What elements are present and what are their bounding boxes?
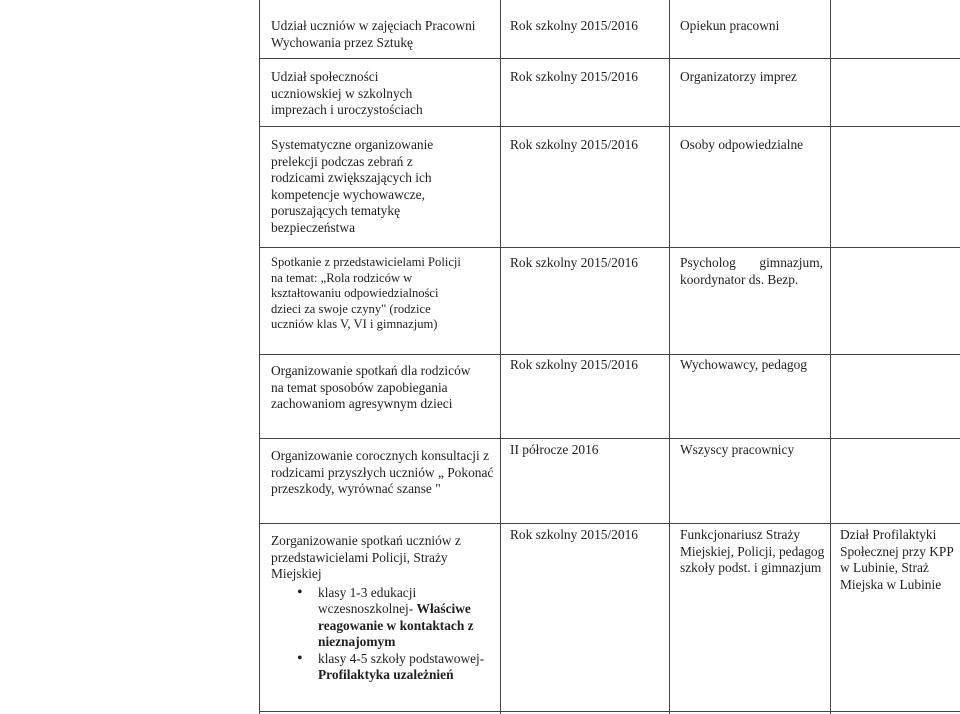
list-item: • klasy 4-5 szkoły podstawowej- Profilaktyka uzależnień [271, 651, 496, 684]
responsible-cell: Funkcjonariusz Straży Miejskiej, Policji, pedagog szkoły podst. i gimnazjum [680, 527, 825, 575]
responsible-cell: Osoby odpowiedzialne [680, 137, 804, 152]
column-divider [500, 0, 501, 714]
list-item: • klasy 1-3 edukacji wczesnoszkolnej- Właściwe reagowanie w kontaktach z nieznajomym [271, 585, 496, 651]
column-divider [669, 0, 670, 714]
task-intro: Zorganizowanie spotkań uczniów z przedstawicielami Policji, Straży Miejskiej [271, 533, 461, 581]
partner-cell: Dział Profilaktyki Społecznej przy KPP w Lubinie, Straż Miejska w Lubinie [840, 527, 954, 592]
row-divider [259, 354, 960, 355]
term-cell: II półrocze 2016 [510, 442, 599, 457]
task-cell: Udział uczniów w zajęciach Pracowni Wychowania przez Sztukę [271, 18, 476, 50]
responsible-cell: Wychowawcy, pedagog [680, 357, 807, 372]
task-cell [271, 533, 496, 684]
term-cell: Rok szkolny 2015/2016 [510, 357, 638, 372]
responsible-cell: Psycholog gimnazjum, koordynator ds. Bezp. [680, 255, 823, 287]
task-cell: Udział społeczności uczniowskiej w szkolnych imprezach i uroczystościach [271, 69, 423, 117]
audience-list [271, 585, 496, 684]
column-divider [259, 0, 260, 714]
column-divider [830, 0, 831, 714]
term-cell: Rok szkolny 2015/2016 [510, 69, 638, 84]
responsible-cell: Organizatorzy imprez [680, 69, 797, 84]
row-divider [259, 58, 960, 59]
term-cell: Rok szkolny 2015/2016 [510, 18, 638, 33]
row-divider [259, 711, 960, 712]
term-cell: Rok szkolny 2015/2016 [510, 527, 638, 542]
row-divider [259, 126, 960, 127]
task-cell: Spotkanie z przedstawicielami Policji na temat: „Rola rodziców w kształtowaniu odpowiedzialności dzieci za swoje czyny" (rodzice uczniów klas V, VI i gimnazjum) [271, 255, 461, 331]
responsible-cell: Opiekun pracowni [680, 18, 780, 33]
row-divider [259, 523, 960, 524]
row-divider [259, 247, 960, 248]
task-cell: Organizowanie spotkań dla rodziców na temat sposobów zapobiegania zachowaniom agresywnym dzieci [271, 363, 471, 411]
term-cell: Rok szkolny 2015/2016 [510, 255, 638, 270]
task-cell: Systematyczne organizowanie prelekcji podczas zebrań z rodzicami zwiększających ich kompetencje wychowawcze, poruszających tematykę bezpieczeństwa [271, 137, 434, 235]
task-cell: Organizowanie corocznych konsultacji z rodzicami przyszłych uczniów „ Pokonać przeszkody, wyrównać szanse " [271, 448, 494, 496]
term-cell: Rok szkolny 2015/2016 [510, 137, 638, 152]
responsible-cell: Wszyscy pracownicy [680, 442, 795, 457]
row-divider [259, 438, 960, 439]
